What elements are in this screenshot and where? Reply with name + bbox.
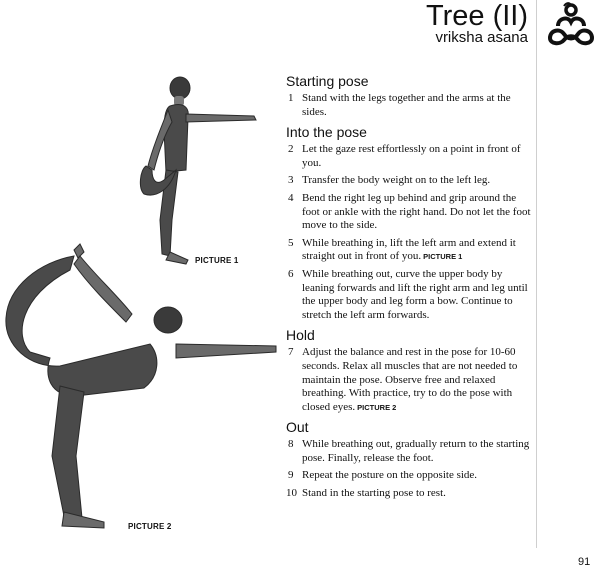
- step-item: [286, 438, 534, 465]
- step-text: Adjust the balance and rest in the pose for 10-60 seconds. Relax all muscles that are not needed to maintain the pose. Observe free and relaxed breathing. With practice, try to do the pose with closed eyes.: [302, 346, 518, 413]
- step-number: 4: [288, 191, 294, 204]
- step-number: 10: [286, 487, 297, 500]
- picture-ref: PICTURE 2: [357, 402, 397, 412]
- sidebar-divider: [536, 0, 537, 548]
- step-number: 5: [288, 236, 294, 249]
- picture-2-illustration: [0, 236, 282, 532]
- step-item: [286, 143, 534, 170]
- page-subtitle: vriksha asana: [435, 29, 528, 46]
- step-item: [286, 268, 534, 322]
- step-text-with-ref: [302, 346, 534, 414]
- step-number: 1: [288, 92, 294, 104]
- step-text: Transfer the body weight on to the left leg.: [302, 174, 491, 187]
- step-item: [286, 487, 534, 501]
- page-title: Tree (II): [425, 0, 528, 32]
- step-text: While breathing out, gradually return to the starting pose. Finally, release the foot.: [302, 438, 530, 464]
- step-text: Stand in the starting pose to rest.: [302, 487, 446, 500]
- step-number: 8: [288, 438, 294, 451]
- step-item: [286, 346, 534, 414]
- step-number: 2: [288, 143, 294, 156]
- section-heading-hold: Hold: [286, 327, 315, 344]
- section-heading-out: Out: [286, 419, 309, 436]
- step-item: [286, 237, 534, 264]
- step-text: While breathing in, lift the left arm and extend it straight out in front of you.: [302, 236, 516, 263]
- picture-2-label: PICTURE 2: [128, 522, 172, 531]
- step-text: Repeat the posture on the opposite side.: [302, 469, 478, 482]
- step-item: [286, 192, 534, 233]
- section-heading-starting-pose: Starting pose: [286, 73, 369, 89]
- step-number: 9: [288, 469, 294, 482]
- step-text: Let the gaze rest effortlessly on a point in front of you.: [302, 143, 521, 169]
- step-item: [286, 92, 534, 119]
- step-text: Stand with the legs together and the arms at the sides.: [302, 92, 511, 118]
- step-number: 6: [288, 267, 294, 280]
- step-text-with-ref: [302, 237, 534, 264]
- om-symbol-icon: [544, 2, 598, 46]
- step-item: [286, 469, 534, 483]
- step-text: Bend the right leg up behind and grip around the foot or ankle with the right hand. Do not let the foot move to the side.: [302, 191, 531, 232]
- step-number: 7: [288, 346, 294, 359]
- step-item: [286, 174, 534, 188]
- step-text: While breathing out, curve the upper body by leaning forwards and lift the right arm and leg until the upper body and leg form a bow. Continue to stretch the left arm forwards.: [302, 267, 528, 321]
- section-heading-into-the-pose: Into the pose: [286, 124, 367, 141]
- picture-1-label: PICTURE 1: [195, 256, 239, 265]
- instructions: [286, 72, 534, 505]
- picture-ref: PICTURE 1: [423, 252, 463, 262]
- step-number: 3: [288, 174, 294, 187]
- page-number: 91: [578, 556, 591, 568]
